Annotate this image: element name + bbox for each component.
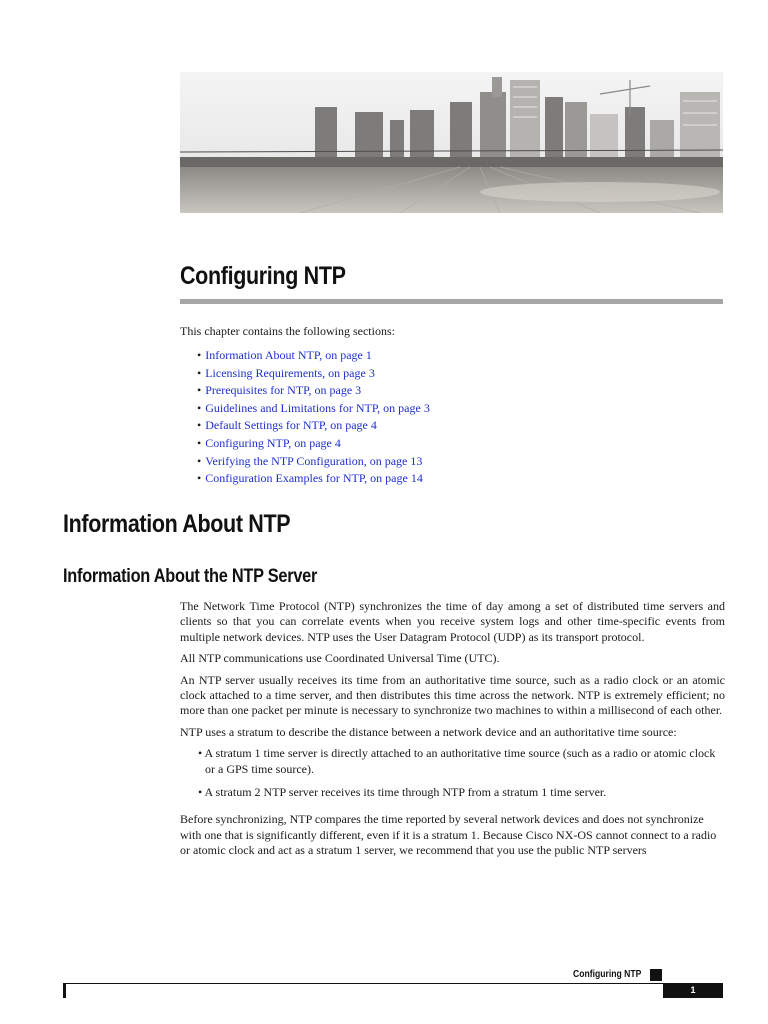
toc-item xyxy=(197,365,430,383)
chapter-intro: This chapter contains the following sections: xyxy=(180,324,395,338)
toc-link[interactable]: Verifying the NTP Configuration, on page 13 xyxy=(205,453,423,468)
bullet-icon: • xyxy=(198,785,203,800)
toc-link[interactable]: Licensing Requirements, on page 3 xyxy=(205,365,375,380)
toc-link[interactable]: Configuring NTP, on page 4 xyxy=(205,435,341,450)
toc-item xyxy=(197,382,430,400)
toc-item xyxy=(197,347,430,365)
footer-left-marker xyxy=(63,983,66,998)
toc-link[interactable]: Information About NTP, on page 1 xyxy=(205,348,372,362)
footer-rule xyxy=(63,983,723,984)
bullet-icon: • xyxy=(197,400,202,415)
toc-item xyxy=(197,417,430,435)
chapter-toc xyxy=(197,347,430,488)
bullet-icon: • xyxy=(197,348,202,362)
bullet-icon: • xyxy=(197,365,202,380)
footer-chapter-label: Configuring NTP xyxy=(573,969,642,980)
list-item xyxy=(198,746,725,777)
toc-link[interactable]: Prerequisites for NTP, on page 3 xyxy=(205,383,362,398)
footer-marker xyxy=(650,969,662,981)
section-body xyxy=(180,599,725,865)
body-paragraph: Before synchronizing, NTP compares the time reported by several network devices and does not synchronize with one that is significantly different, even if it is a stratum 1. Because Cisco NX-OS cannot connect to a radio or atomic clock and act as a stratum 1 server, we recommend that you use the public NTP servers xyxy=(180,812,717,858)
bullet-icon: • xyxy=(197,453,202,468)
bullet-icon: • xyxy=(198,746,203,761)
body-paragraph: NTP uses a stratum to describe the distance between a network device and an authoritative time source: xyxy=(180,724,677,739)
section-heading: Information About NTP xyxy=(63,510,291,538)
body-paragraph: All NTP communications use Coordinated Universal Time (UTC). xyxy=(180,651,500,666)
body-paragraph: An NTP server usually receives its time from an authoritative time source, such as a radio clock or an atomic clock attached to a time server, and then distributes this time across the network. NTP is extremely efficient; no more than one packet per minute is necessary to synchronize two machines to within a millisecond of each other. xyxy=(180,672,725,718)
title-rule xyxy=(180,299,723,304)
bullet-icon: • xyxy=(197,383,202,398)
toc-item xyxy=(197,435,430,453)
stratum-list xyxy=(180,746,725,800)
toc-link[interactable]: Configuration Examples for NTP, on page 14 xyxy=(205,471,423,486)
toc-item xyxy=(197,400,430,418)
chapter-banner-image xyxy=(180,72,723,213)
page-number: 1 xyxy=(663,983,723,998)
body-paragraph: The Network Time Protocol (NTP) synchronizes the time of day among a set of distributed time servers and clients so that you can correlate events when you receive system logs and other time-specific events from multiple network devices. NTP uses the User Datagram Protocol (UDP) as its transport protocol. xyxy=(180,599,725,644)
bullet-icon: • xyxy=(197,471,202,486)
list-item xyxy=(198,785,725,800)
bullet-icon: • xyxy=(197,435,202,450)
list-item-text: A stratum 2 NTP server receives its time through NTP from a stratum 1 time server. xyxy=(204,785,607,800)
toc-item xyxy=(197,453,430,471)
bullet-icon: • xyxy=(197,418,202,433)
toc-link[interactable]: Default Settings for NTP, on page 4 xyxy=(205,418,377,433)
subsection-heading: Information About the NTP Server xyxy=(63,566,318,587)
chapter-title: Configuring NTP xyxy=(180,262,346,290)
list-item-text: A stratum 1 time server is directly attached to an authoritative time source (such as a radio or atomic clock or a GPS time source). xyxy=(204,746,716,776)
toc-item xyxy=(197,470,430,488)
toc-link[interactable]: Guidelines and Limitations for NTP, on page 3 xyxy=(205,400,430,415)
